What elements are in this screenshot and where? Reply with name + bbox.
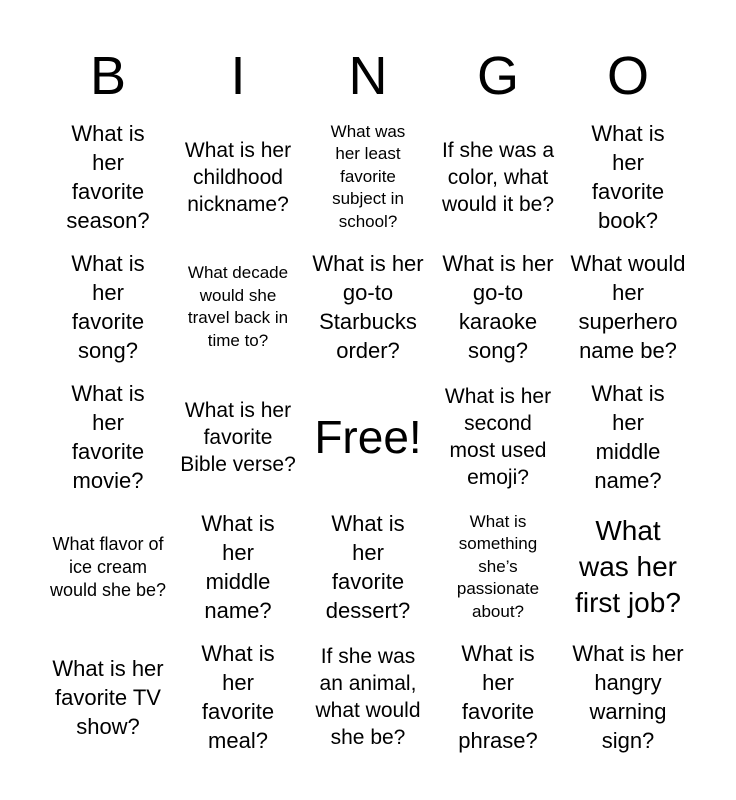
- cell-text: What is her favorite season?: [66, 121, 150, 233]
- header-letter-b: B: [89, 46, 127, 106]
- cell-text: What is her favorite meal?: [201, 641, 275, 753]
- bingo-header: [43, 44, 693, 112]
- bingo-cell-r3c4[interactable]: [433, 372, 563, 502]
- bingo-cell-r4c1[interactable]: [43, 502, 173, 632]
- bingo-cell-r2c2[interactable]: [173, 242, 303, 372]
- bingo-cell-r2c4[interactable]: [433, 242, 563, 372]
- bingo-cell-r5c1[interactable]: [43, 632, 173, 762]
- header-letter-i: I: [230, 46, 246, 106]
- header-letter-n: N: [348, 46, 388, 106]
- header-letter-o: O: [606, 46, 649, 106]
- cell-text: What is her favorite book?: [591, 121, 665, 233]
- bingo-cell-r1c5[interactable]: [563, 112, 693, 242]
- cell-text: What is her hangry warning sign?: [572, 641, 684, 753]
- bingo-card: [43, 44, 693, 762]
- bingo-cell-r5c4[interactable]: [433, 632, 563, 762]
- cell-text: What is her middle name?: [591, 381, 665, 493]
- bingo-cell-r2c1[interactable]: [43, 242, 173, 372]
- cell-text: What is something she’s passionate about?: [456, 511, 540, 621]
- bingo-cell-r3c2[interactable]: [173, 372, 303, 502]
- header-letter-g: G: [476, 46, 519, 106]
- cell-text: What is her middle name?: [201, 511, 275, 623]
- cell-text: What was her least favorite subject in school?: [330, 121, 406, 231]
- cell-text: What is her childhood nickname?: [184, 138, 292, 216]
- bingo-cell-r2c3[interactable]: [303, 242, 433, 372]
- bingo-cell-r3c5[interactable]: [563, 372, 693, 502]
- cell-text: What is her favorite dessert?: [325, 511, 411, 623]
- cell-text: What is her favorite Bible verse?: [180, 398, 296, 476]
- bingo-cell-r1c3[interactable]: [303, 112, 433, 242]
- bingo-cell-r5c2[interactable]: [173, 632, 303, 762]
- bingo-cell-r3c1[interactable]: [43, 372, 173, 502]
- cell-text: What is her favorite TV show?: [52, 655, 164, 739]
- bingo-cell-r1c4[interactable]: [433, 112, 563, 242]
- bingo-cell-r4c5[interactable]: [563, 502, 693, 632]
- cell-text: What would her superhero name be?: [570, 251, 686, 363]
- bingo-cell-free[interactable]: [303, 372, 433, 502]
- cell-text: What is her go-to Starbucks order?: [312, 251, 424, 363]
- bingo-cell-r4c2[interactable]: [173, 502, 303, 632]
- free-space-text: Free!: [314, 411, 422, 463]
- cell-text: If she was an animal, what would she be?: [315, 645, 421, 749]
- cell-text: What is her favorite phrase?: [458, 641, 538, 753]
- bingo-cell-r4c3[interactable]: [303, 502, 433, 632]
- cell-text: What is her favorite movie?: [71, 381, 145, 493]
- bingo-cell-r1c2[interactable]: [173, 112, 303, 242]
- bingo-cell-r2c5[interactable]: [563, 242, 693, 372]
- bingo-cell-r1c1[interactable]: [43, 112, 173, 242]
- cell-text: What flavor of ice cream would she be?: [49, 533, 167, 600]
- cell-text: What was her first job?: [575, 515, 681, 618]
- bingo-cell-r5c3[interactable]: [303, 632, 433, 762]
- cell-text: What decade would she travel back in time to?: [187, 263, 289, 350]
- cell-text: What is her favorite song?: [71, 251, 145, 363]
- bingo-cell-r5c5[interactable]: [563, 632, 693, 762]
- bingo-grid: [43, 112, 693, 762]
- bingo-cell-r4c4[interactable]: [433, 502, 563, 632]
- cell-text: If she was a color, what would it be?: [441, 138, 555, 216]
- cell-text: What is her go-to karaoke song?: [442, 251, 554, 363]
- cell-text: What is her second most used emoji?: [444, 385, 552, 489]
